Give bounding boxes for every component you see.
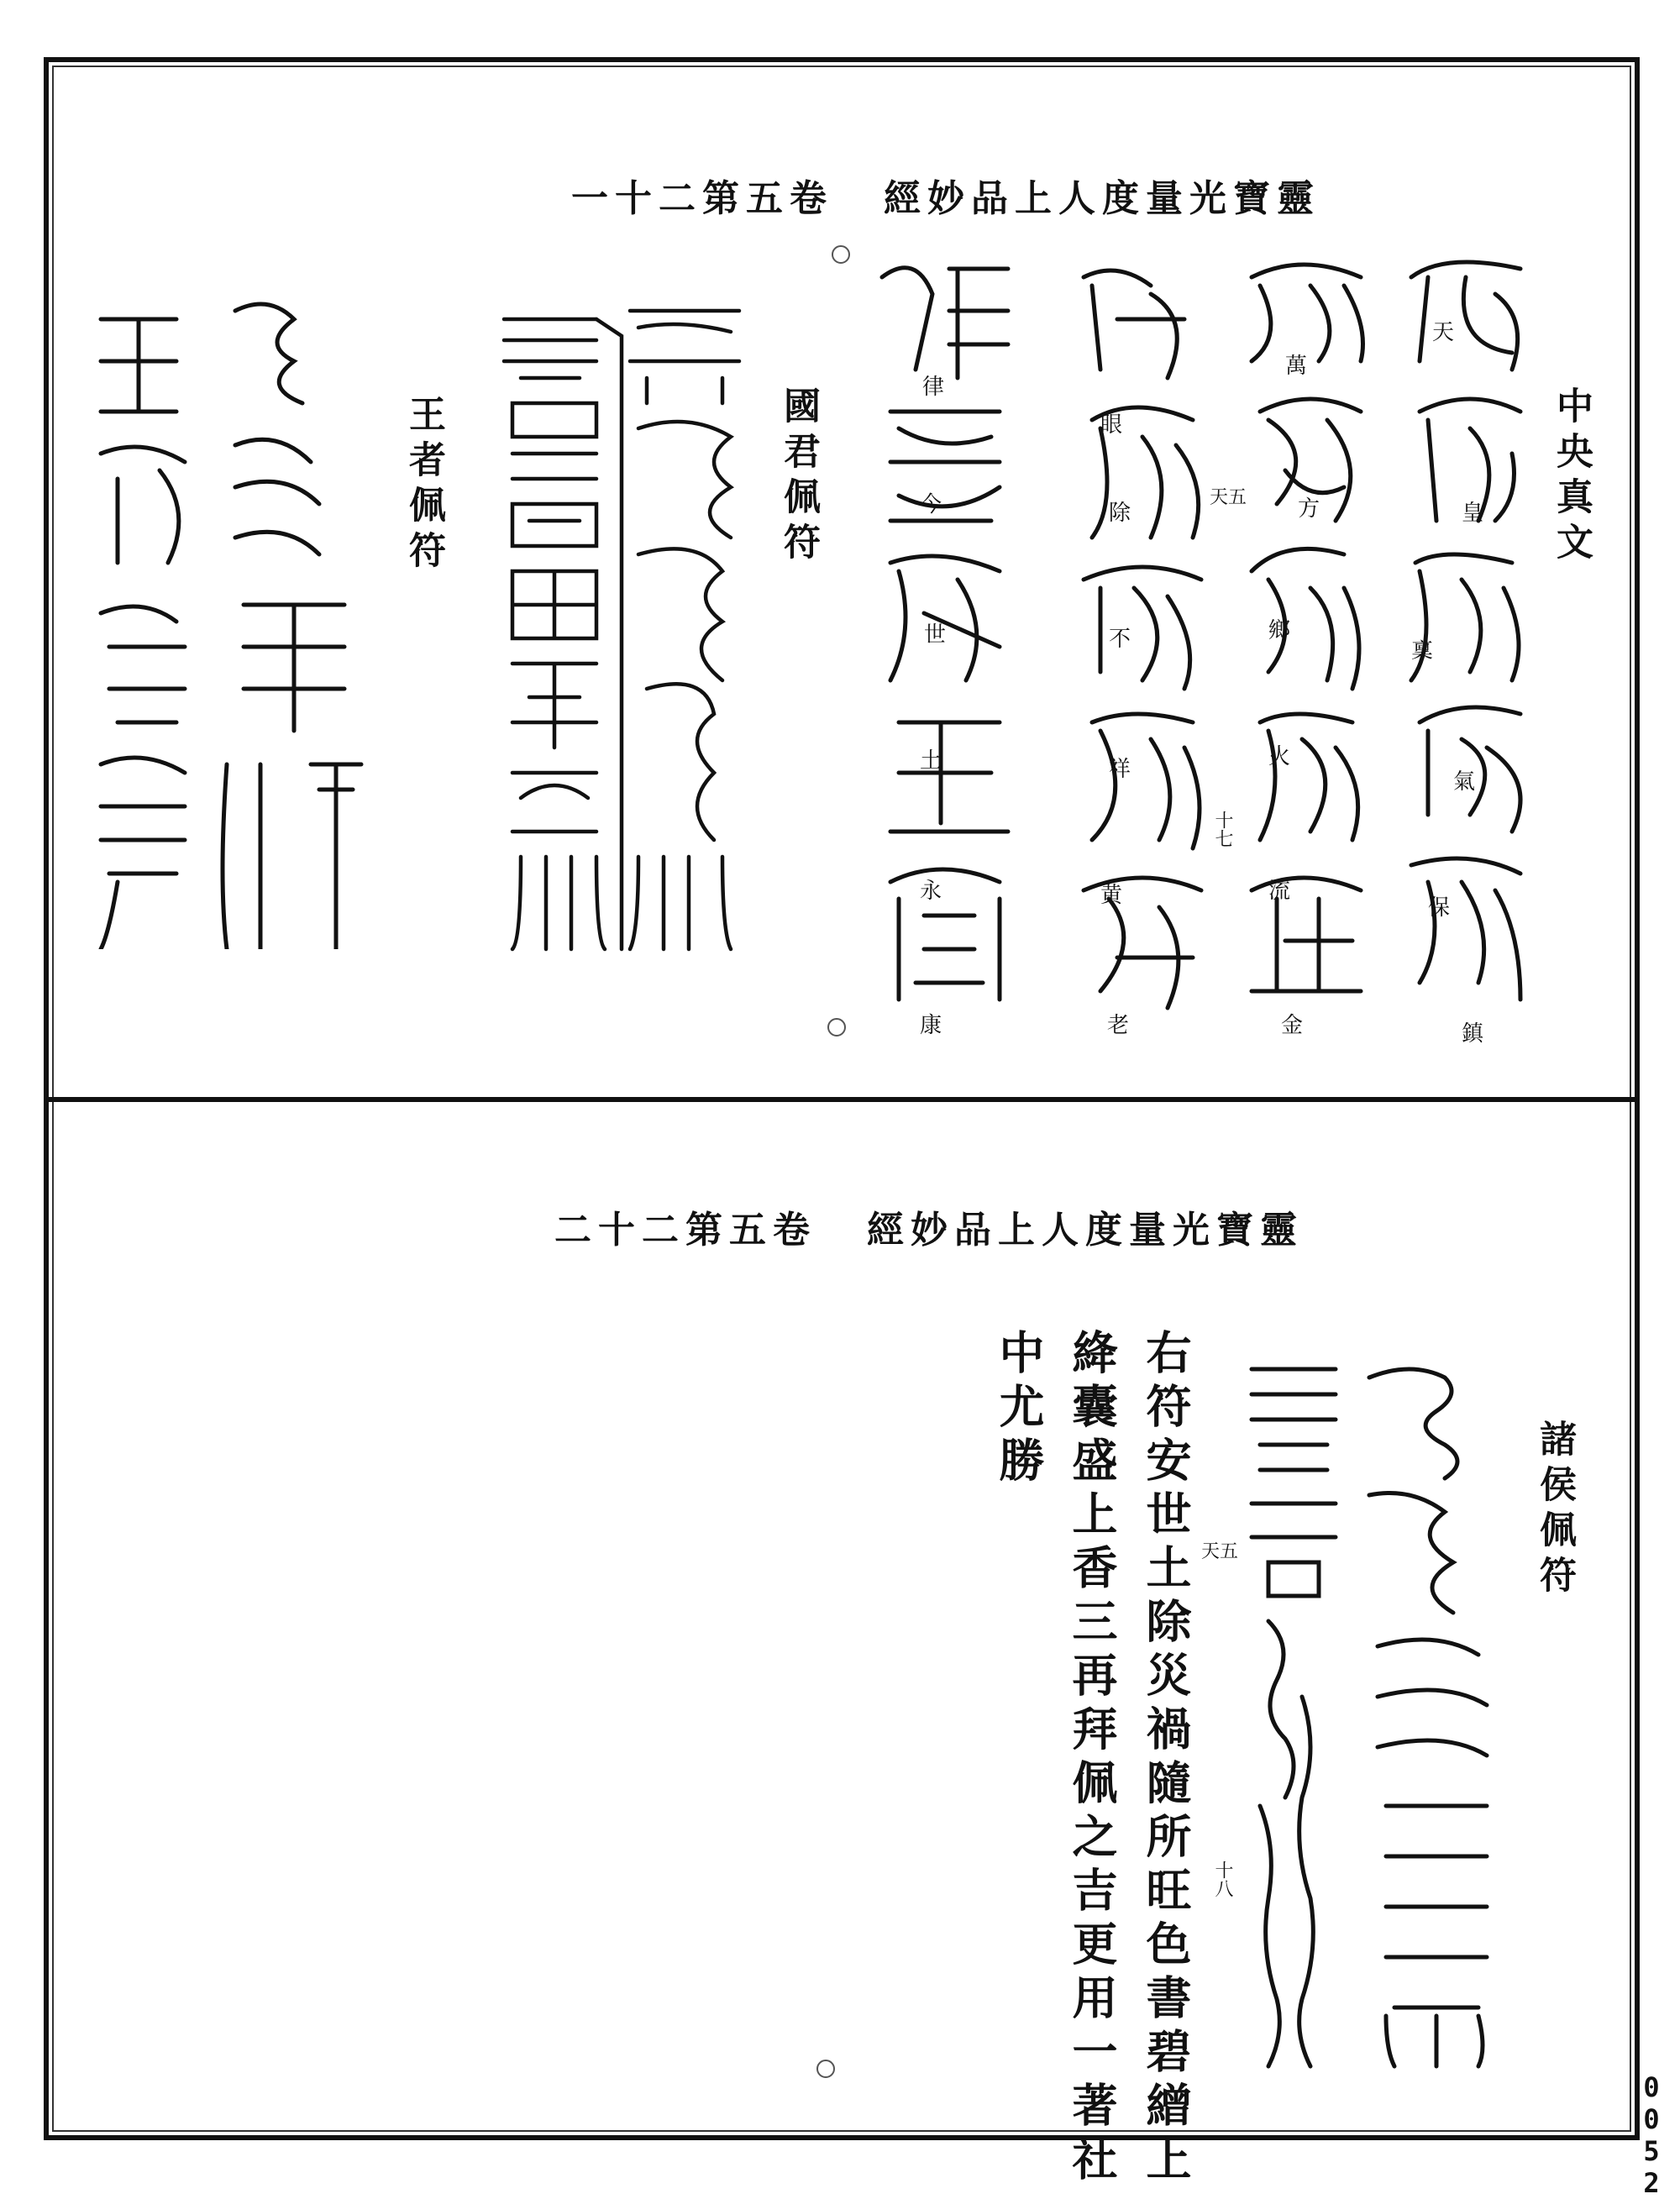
gloss-tian: 天	[1432, 320, 1455, 345]
gloss-jin2: 今	[920, 492, 942, 517]
lv-seal-col	[865, 244, 1025, 1042]
guojun-title: 國君佩符	[777, 386, 820, 568]
gloss-zhen: 鎮	[1462, 1021, 1484, 1047]
gloss-kang: 康	[920, 1013, 942, 1038]
gloss-yan: 眼	[1100, 412, 1123, 438]
gloss-yong: 永	[920, 879, 942, 904]
zhuhou-talisman	[1243, 1361, 1495, 2075]
gloss-liu: 流	[1268, 879, 1291, 904]
gloss-huang2: 黄	[1100, 883, 1123, 908]
gloss-bing: 稟	[1411, 639, 1434, 664]
marginal-bottom-shiba: 十八	[1212, 1860, 1233, 1897]
gloss-jin: 金	[1281, 1013, 1304, 1038]
zhongyang-title: 中央真文	[1550, 386, 1593, 568]
yan-seal-col	[1067, 252, 1218, 1042]
zhuhou-title: 諸侯佩符	[1533, 1420, 1576, 1601]
instruction-col-2: 絳囊盛上香三再拜佩之吉更用一著社	[1065, 1329, 1119, 2189]
top-header-volume: 一十二第五卷	[571, 177, 833, 220]
gloss-shi: 世	[924, 622, 947, 648]
gloss-qi: 氣	[1453, 769, 1476, 795]
zhongyang-seal-col2	[1235, 252, 1378, 1033]
marginal-top-shiqi: 十七	[1212, 811, 1233, 848]
instruction-col-1: 右符安世土除災禍隨所旺色書碧繒上	[1139, 1329, 1193, 2189]
page-number: 0052	[1635, 2071, 1667, 2199]
gloss-fang: 方	[1298, 496, 1320, 522]
bottom-header	[554, 1199, 1304, 1253]
instruction-col-3: 中尤勝	[992, 1329, 1046, 1490]
panel-divider	[44, 1097, 1640, 1102]
gloss-xiang2: 祥	[1109, 757, 1131, 782]
bottom-header-volume: 二十二第五卷	[554, 1209, 816, 1252]
gloss-tu: 土	[920, 748, 942, 774]
bottom-header-title: 經妙品上人度量光寶靈	[867, 1209, 1304, 1252]
gloss-lv: 律	[922, 375, 945, 400]
gloss-xiang: 鄉	[1268, 618, 1291, 643]
ink-dot-bottom	[816, 2060, 835, 2078]
top-header	[571, 168, 1320, 222]
gloss-wan: 萬	[1285, 354, 1308, 379]
gloss-huo: 火	[1268, 744, 1291, 769]
gloss-bu: 不	[1109, 627, 1131, 652]
ink-dot-mid	[827, 1018, 846, 1037]
gloss-bao: 保	[1428, 895, 1451, 921]
top-header-title: 經妙品上人度量光寶靈	[884, 177, 1320, 220]
ink-dot-top	[832, 245, 850, 264]
gloss-chu: 除	[1109, 501, 1131, 526]
marginal-bottom-tianwu: 天五	[1201, 1541, 1239, 1562]
guojun-talisman	[496, 302, 748, 958]
zhongyang-seal-col1	[1394, 244, 1537, 1050]
marginal-top-tianwu: 天五	[1210, 487, 1247, 508]
wangzhe-title: 王者佩符	[402, 395, 445, 576]
wangzhe-talisman	[92, 294, 370, 949]
gloss-lao: 老	[1107, 1013, 1130, 1038]
gloss-huang: 皇	[1462, 501, 1484, 526]
